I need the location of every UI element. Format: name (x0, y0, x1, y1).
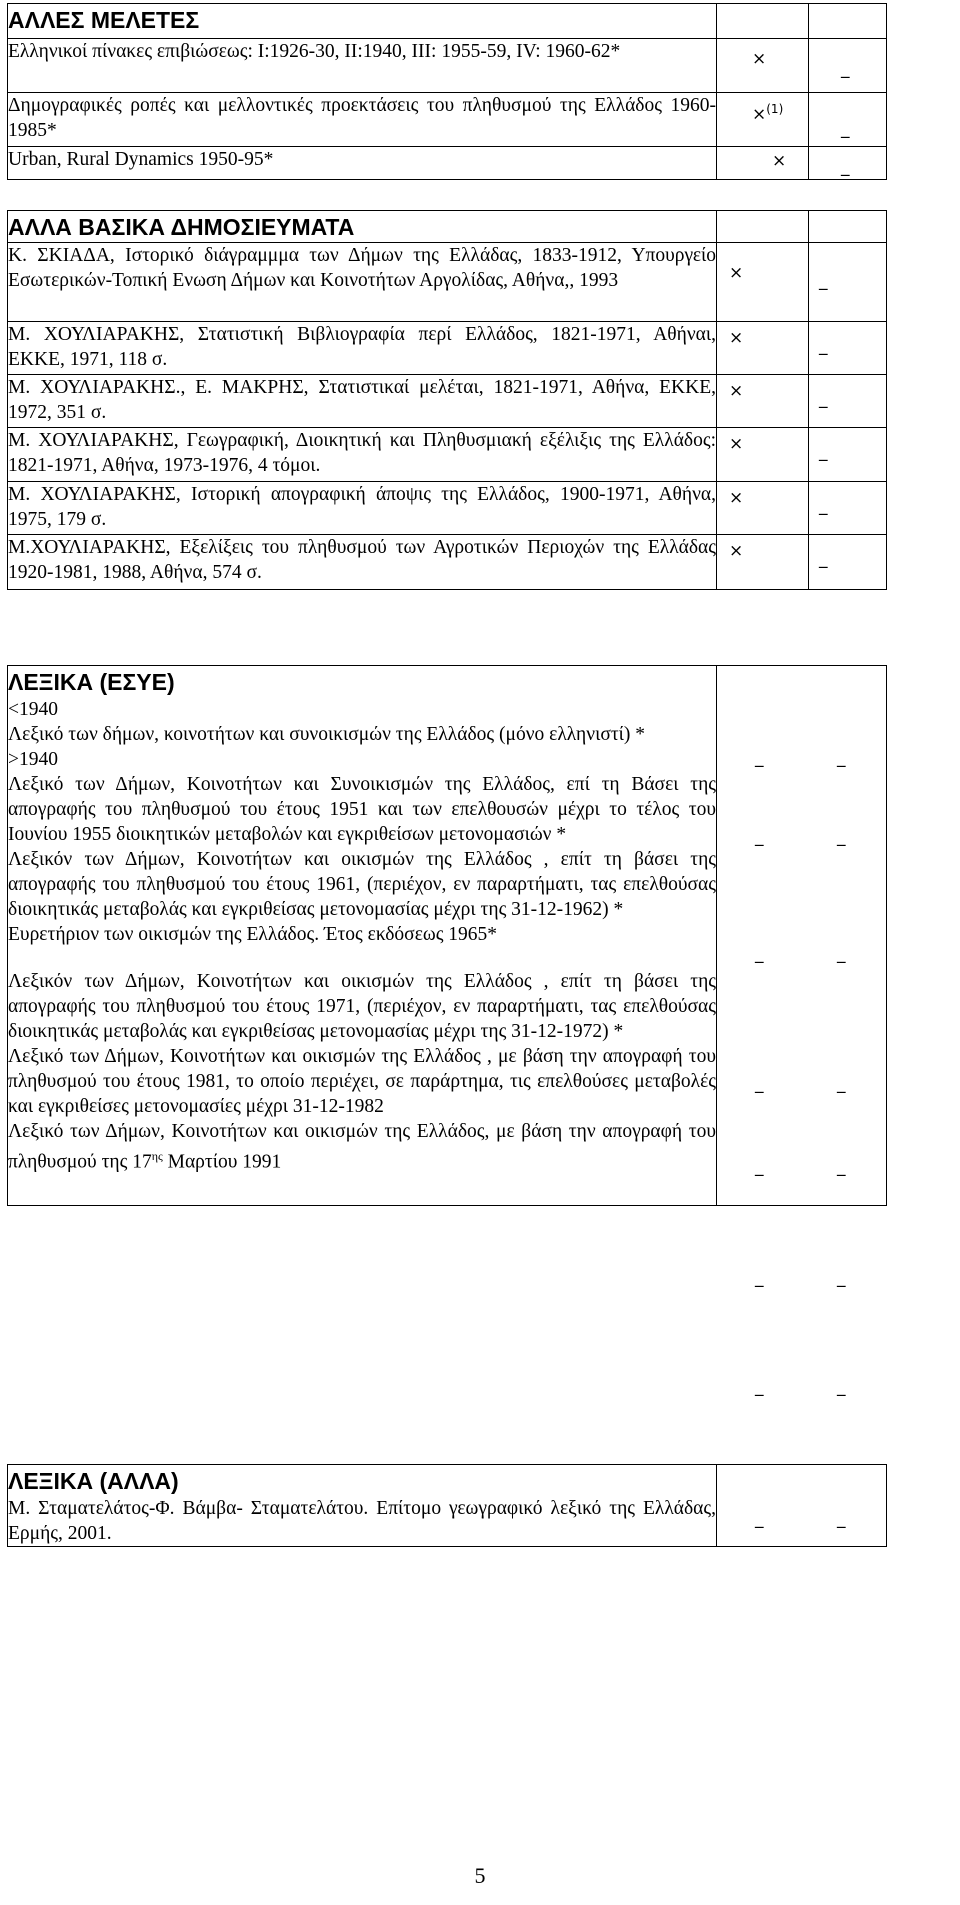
cross-mark: × (729, 541, 744, 561)
dash-mark: _ (819, 271, 828, 291)
cross-mark: × (729, 381, 744, 401)
entry-text: Μ. ΧΟΥΛΙΑΡΑΚΗΣ, Στατιστική Βιβλιογραφία περί Ελλάδος, 1821-1971, Αθήναι, ΕΚΚΕ, 1971, 118 σ. (8, 322, 717, 375)
table-row (8, 39, 887, 93)
dash-mark: _ (755, 1377, 764, 1397)
dash-mark: _ (819, 496, 828, 516)
cross-mark: × (772, 151, 787, 171)
other-studies-title: ΑΛΛΕΣ ΜΕΛΕΤΕΣ (8, 7, 200, 33)
footnote-marker: (1) (766, 102, 784, 116)
ordinal-superscript: ης (151, 1149, 163, 1163)
table-row (8, 93, 887, 147)
other-studies-table (7, 3, 887, 180)
cross-mark: × (729, 488, 744, 508)
entry-text: Κ. ΣΚΙΑΔΑ, Ιστορικό διάγραμμμα των Δήμων της Ελλάδας, 1833-1912, Υπουργείο Εσωτερικών-Τοπική Ενωση Δήμων και Κοινοτήτων Αργολίδας, Αθήνα,, 1993 (8, 243, 717, 322)
lexicon-entry: Λεξικό των Δήμων, Κοινοτήτων και οικισμών της Ελλάδος, με βάση την απογραφή του πληθυσμού της $17^{\eta\varsigma}$ Μαρτίου 1991 (8, 1121, 716, 1173)
other-basic-title-cell (8, 211, 717, 243)
dash-mark: _ (755, 944, 764, 964)
dash-mark: _ (819, 442, 828, 462)
lexica-esye-main-cell (8, 666, 717, 1206)
table-row (8, 428, 887, 482)
lexica-other-table (7, 1464, 887, 1547)
dash-mark: _ (819, 389, 828, 409)
table-row (8, 482, 887, 535)
entry-text: Μ. ΧΟΥΛΙΑΡΑΚΗΣ, Ιστορική απογραφική άποψις της Ελλάδος, 1900-1971, Αθήνα, 1975, 179 σ. (8, 482, 717, 535)
lexica-other-marks-cell (717, 1465, 887, 1547)
dash-mark: _ (837, 748, 846, 768)
lexicon-entry: Λεξικό των δήμων, κοινοτήτων και συνοικισμών της Ελλάδος (μόνο ελληνιστί) * (8, 724, 646, 745)
dash-mark: _ (755, 748, 764, 768)
dash-mark: _ (755, 827, 764, 847)
dash-mark: _ (837, 827, 846, 847)
dash-mark: _ (755, 1509, 764, 1529)
lexicon-entry: Λεξικό των Δήμων, Κοινοτήτων και οικισμών της Ελλάδος , με βάση την απογραφή του πληθυσμού του έτους 1981, το οποίο περιέχει, σε παράρτημα, τις επελθούσες μεταβολές και εγκριθείσες μετονομασίες μέχρι 31-12-1982 (8, 1046, 716, 1117)
cross-mark: ×$^{(1)}$ (752, 102, 784, 125)
other-basic-table (7, 210, 887, 590)
dash-mark: _ (837, 1377, 846, 1397)
table-row (8, 243, 887, 322)
entry-text: Μ.ΧΟΥΛΙΑΡΑΚΗΣ, Εξελίξεις του πληθυσμού των Αγροτικών Περιοχών της Ελλάδας 1920-1981, 1988, Αθήνα, 574 σ. (8, 535, 717, 590)
dash-mark: _ (837, 944, 846, 964)
lexica-esye-title: ΛΕΞΙΚΑ (ΕΣΥΕ) (8, 669, 175, 695)
entry-text: Μ. ΧΟΥΛΙΑΡΑΚΗΣ., Ε. ΜΑΚΡΗΣ, Στατιστικαί μελέται, 1821-1971, Αθήνα, ΕΚΚΕ, 1972, 351 σ. (8, 375, 717, 428)
dash-mark: _ (755, 1268, 764, 1288)
lexica-other-title: ΛΕΞΙΚΑ (ΑΛΛΑ) (8, 1468, 179, 1494)
entry-text: Urban, Rural Dynamics 1950-95* (8, 147, 717, 180)
dash-mark: _ (837, 1157, 846, 1177)
cross-mark: × (729, 434, 744, 454)
entry-text: Ελληνικοί πίνακες επιβιώσεως: Ι:1926-30, ΙΙ:1940, ΙΙΙ: 1955-59, IV: 1960-62* (8, 39, 717, 93)
lexica-esye-marks-cell (717, 666, 887, 1397)
dash-mark: _ (841, 119, 850, 139)
dash-mark: _ (819, 549, 828, 569)
lexica-esye-table (7, 665, 887, 1397)
table-row (8, 375, 887, 428)
dash-mark: _ (841, 157, 850, 177)
table-row (8, 322, 887, 375)
entry-text: Μ. ΧΟΥΛΙΑΡΑΚΗΣ, Γεωγραφική, Διοικητική και Πληθυσμιακή εξέλιξις της Ελλάδος: 1821-1971, Αθήνα, 1973-1976, 4 τόμοι. (8, 428, 717, 482)
page-number: 5 (474, 1863, 486, 1888)
other-basic-title: ΑΛΛΑ ΒΑΣΙΚΑ ΔΗΜΟΣΙΕΥΜΑΤΑ (8, 214, 355, 240)
lexicon-entry: Λεξικό των Δήμων, Κοινοτήτων και Συνοικισμών της Ελλάδος, επί τη Βάσει της απογραφής του πληθυσμού του έτους 1951 και των επελθουσών μέχρι το τέλος του Ιουνίου 1955 διοικητικών μεταβολών και εγκριθείσων μετονομασιών * (8, 774, 716, 845)
entry-text: Δημογραφικές ροπές και μελλοντικές προεκτάσεις του πληθυσμού της Ελλάδος 1960-1985* (8, 93, 717, 147)
dash-mark: _ (819, 336, 828, 356)
lexicon-entry: Ευρετήριον των οικισμών της Ελλάδος. Έτος εκδόσεως 1965* (8, 924, 498, 945)
dash-mark: _ (841, 59, 850, 79)
cross-mark: × (752, 49, 767, 69)
dash-mark: _ (837, 1268, 846, 1288)
cross-mark: × (729, 263, 744, 283)
table-row (8, 147, 887, 180)
table-row (8, 535, 887, 590)
lexicon-entry: Μ. Σταματελάτος-Φ. Βάμβα- Σταματελάτου. Επίτομο γεωγραφικό λεξικό της Ελλάδας, Ερμής, 2001. (8, 1498, 716, 1544)
dash-mark: _ (837, 1074, 846, 1094)
dash-mark: _ (837, 1509, 846, 1529)
dash-mark: _ (755, 1157, 764, 1177)
dash-mark: _ (755, 1074, 764, 1094)
cross-mark: × (729, 328, 744, 348)
lexicon-entry: Λεξικόν των Δήμων, Κοινοτήτων και οικισμών της Ελλάδος , επίτ τη βάσει της απογραφής του πληθυσμού του έτους 1961, (περιέχον, εν παραρτήματι, τας επελθούσας διοικητικάς μεταβολάς και εγκριθείσας μετονομασίας μέχρι της 31-12-1962) * (8, 849, 716, 920)
before-1940-label: <1940 (8, 699, 58, 720)
lexicon-entry: Λεξικόν των Δήμων, Κοινοτήτων και οικισμών της Ελλάδος , επίτ τη βάσει της απογραφής του πληθυσμού του έτους 1971, (περιέχον, εν παραρτήματι, τας επελθούσας διοικητικάς μεταβολάς και εγκριθείσας μετονομασίας μέχρι της 31-12-1972) * (8, 971, 716, 1042)
lexica-other-main-cell (8, 1465, 717, 1547)
after-1940-label: >1940 (8, 749, 58, 770)
other-studies-title-cell (8, 4, 717, 39)
